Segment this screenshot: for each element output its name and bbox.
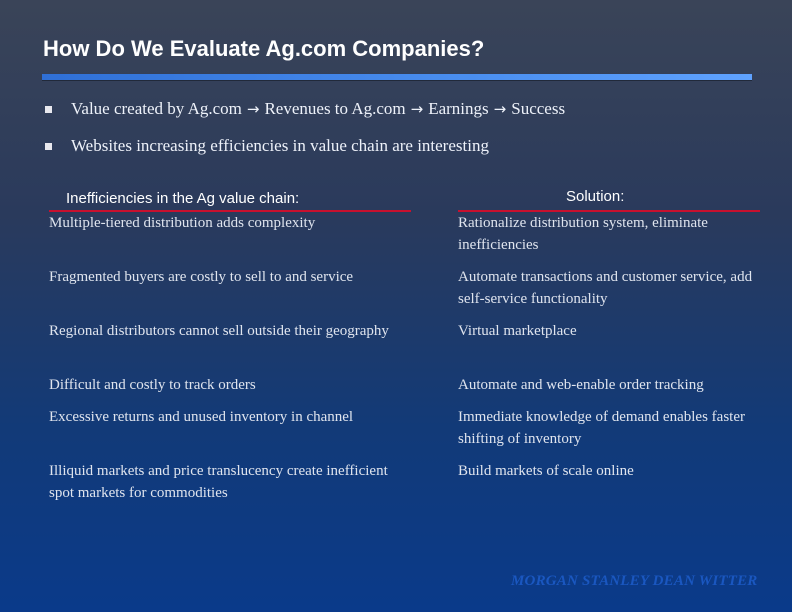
problem-cell: Difficult and costly to track orders [49, 377, 256, 393]
problem-cell: Regional distributors cannot sell outside their geography [49, 323, 389, 339]
square-bullet-icon [45, 106, 52, 113]
solution-cell: Rationalize distribution system, eliminate inefficiencies [458, 215, 708, 253]
inefficiencies-header: Inefficiencies in the Ag value chain: [66, 190, 300, 207]
bullet-part-1: Value created by Ag.com [71, 99, 242, 118]
right-arrow-icon: → [410, 100, 424, 118]
right-arrow-icon: → [246, 100, 260, 118]
solution-cell: Automate transactions and customer service, add self-service functionality [458, 269, 753, 307]
problem-cell: Fragmented buyers are costly to sell to and service [49, 269, 354, 285]
bullet-value-chain [45, 99, 565, 119]
company-logo: MORGAN STANLEY DEAN WITTER [511, 573, 758, 589]
right-arrow-icon: → [493, 100, 507, 118]
bullet-part-4: Success [511, 99, 566, 118]
problem-cell: Multiple-tiered distribution adds complexity [49, 215, 316, 231]
solution-cell: Virtual marketplace [458, 323, 577, 339]
bullet-part-3: Earnings [428, 99, 489, 118]
bullet-efficiencies [45, 136, 489, 156]
solution-header: Solution: [566, 188, 625, 205]
slide-title: How Do We Evaluate Ag.com Companies? [43, 36, 485, 61]
problem-cell: Excessive returns and unused inventory in channel [49, 409, 354, 425]
bullet-part-2: Revenues to Ag.com [264, 99, 406, 118]
solution-cell: Automate and web-enable order tracking [458, 377, 704, 393]
problem-cell: Illiquid markets and price translucency create inefficient spot markets for commodities [49, 463, 388, 501]
solution-cell: Immediate knowledge of demand enables faster shifting of inventory [458, 409, 745, 447]
bullet-text: Websites increasing efficiencies in value chain are interesting [71, 136, 489, 155]
title-underline [42, 74, 752, 80]
square-bullet-icon [45, 143, 52, 150]
solution-cell: Build markets of scale online [458, 463, 634, 479]
